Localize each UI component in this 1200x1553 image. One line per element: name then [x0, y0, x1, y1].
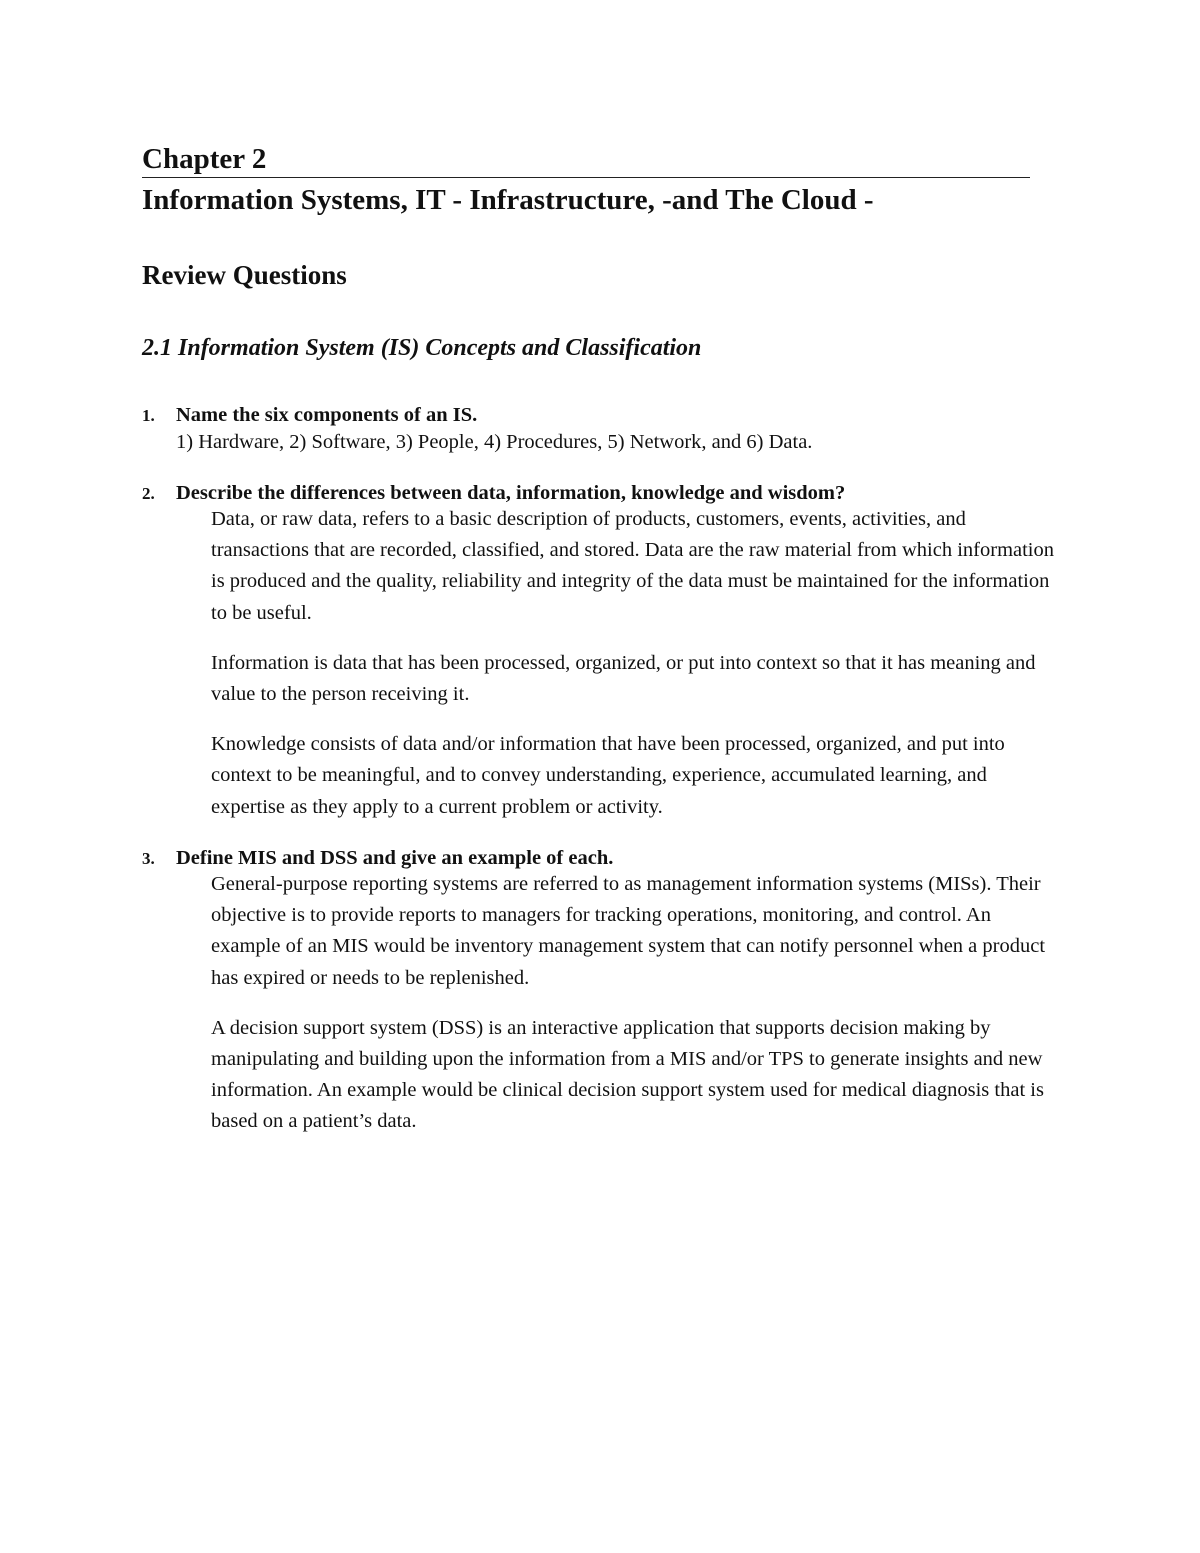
- question-1: [142, 402, 477, 429]
- chapter-heading: Chapter 2: [142, 142, 1030, 178]
- question-3: [142, 845, 613, 872]
- answer-1: 1) Hardware, 2) Software, 3) People, 4) Procedures, 5) Network, and 6) Data.: [176, 431, 813, 453]
- question-number: 3.: [142, 849, 155, 868]
- answer-paragraph: Knowledge consists of data and/or information that have been processed, organized, and put into context to be meaningful, and to convey understanding, experience, accumulated learning, and expertise as they apply to a current problem or activity.: [211, 733, 1005, 818]
- question-text: Name the six components of an IS.: [176, 404, 478, 426]
- section-heading: 2.1 Information System (IS) Concepts and Classification: [142, 335, 702, 361]
- answer-2: [211, 504, 1061, 823]
- question-2: [142, 480, 845, 507]
- answer-3: [211, 869, 1061, 1138]
- answer-paragraph: Data, or raw data, refers to a basic description of products, customers, events, activities, and transactions that are recorded, classified, and stored. Data are the raw material from which information is produced and the quality, reliability and integrity of the data must be maintained for the information to be useful.: [211, 508, 1055, 624]
- answer-paragraph: General-purpose reporting systems are referred to as management information systems (MISs). Their objective is to provide reports to managers for tracking operations, monitoring, and control. An example of an MIS would be inventory management system that can notify personnel when a product has expired or needs to be replenished.: [211, 873, 1046, 989]
- question-number: 2.: [142, 484, 155, 503]
- question-text: Describe the differences between data, information, knowledge and wisdom?: [176, 482, 846, 504]
- chapter-title: Information Systems, IT - Infrastructure, -and The Cloud -: [142, 184, 874, 216]
- review-questions-heading: Review Questions: [142, 260, 347, 290]
- question-text: Define MIS and DSS and give an example of each.: [176, 847, 614, 869]
- question-number: 1.: [142, 406, 155, 425]
- answer-paragraph: Information is data that has been processed, organized, or put into context so that it has meaning and value to the person receiving it.: [211, 651, 1036, 706]
- answer-paragraph: A decision support system (DSS) is an interactive application that supports decision making by manipulating and building upon the information from a MIS and/or TPS to generate insights and new information. An example would be clinical decision support system used for medical diagnosis that is based on a patient’s data.: [211, 1016, 1044, 1133]
